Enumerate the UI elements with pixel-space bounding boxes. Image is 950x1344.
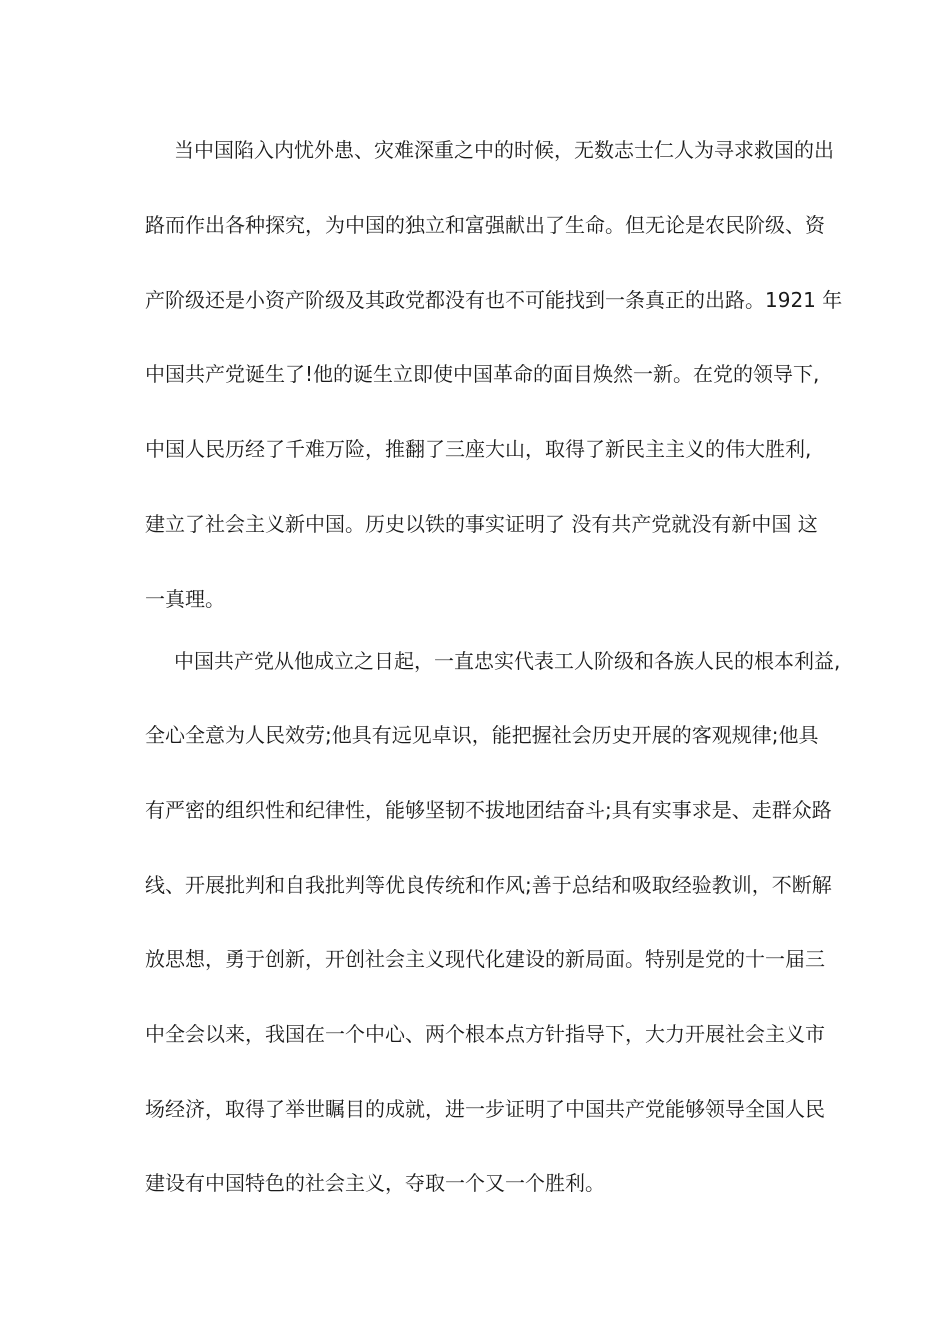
text-line: 全心全意为人民效劳;他具有远见卓识，能把握社会历史开展的客观规律;他具: [145, 723, 819, 747]
text-line: 路而作出各种探究，为中国的独立和富强献出了生命。但无论是农民阶级、资: [145, 213, 825, 237]
text-line: 放思想，勇于创新，开创社会主义现代化建设的新局面。特别是党的十一届三: [145, 947, 825, 971]
text-line: 场经济，取得了举世瞩目的成就，进一步证明了中国共产党能够领导全国人民: [145, 1097, 825, 1121]
text-line: 中国共产党诞生了!他的诞生立即使中国革命的面目焕然一新。在党的领导下,: [145, 362, 820, 386]
text-line: 中全会以来，我国在一个中心、两个根本点方针指导下，大力开展社会主义市: [145, 1022, 825, 1046]
text-line: 线、开展批判和自我批判等优良传统和作风;善于总结和吸取经验教训，不断解: [145, 873, 832, 897]
text-line: 建设有中国特色的社会主义，夺取一个又一个胜利。: [145, 1171, 605, 1195]
text-line: 一真理。: [145, 587, 225, 611]
text-line: 产阶级还是小资产阶级及其政党都没有也不可能找到一条真正的出路。1921 年: [145, 288, 843, 312]
text-line: 建立了社会主义新中国。历史以铁的事实证明了 没有共产党就没有新中国 这: [145, 512, 818, 536]
text-line: 中国人民历经了千难万险，推翻了三座大山，取得了新民主主义的伟大胜利,: [145, 437, 812, 461]
text-line: 有严密的组织性和纪律性，能够坚韧不拔地团结奋斗;具有实事求是、走群众路: [145, 798, 832, 822]
text-line: 中国共产党从他成立之日起，一直忠实代表工人阶级和各族人民的根本利益,: [174, 649, 841, 673]
text-line: 当中国陷入内忧外患、灾难深重之中的时候，无数志士仁人为寻求救国的出: [174, 138, 834, 162]
